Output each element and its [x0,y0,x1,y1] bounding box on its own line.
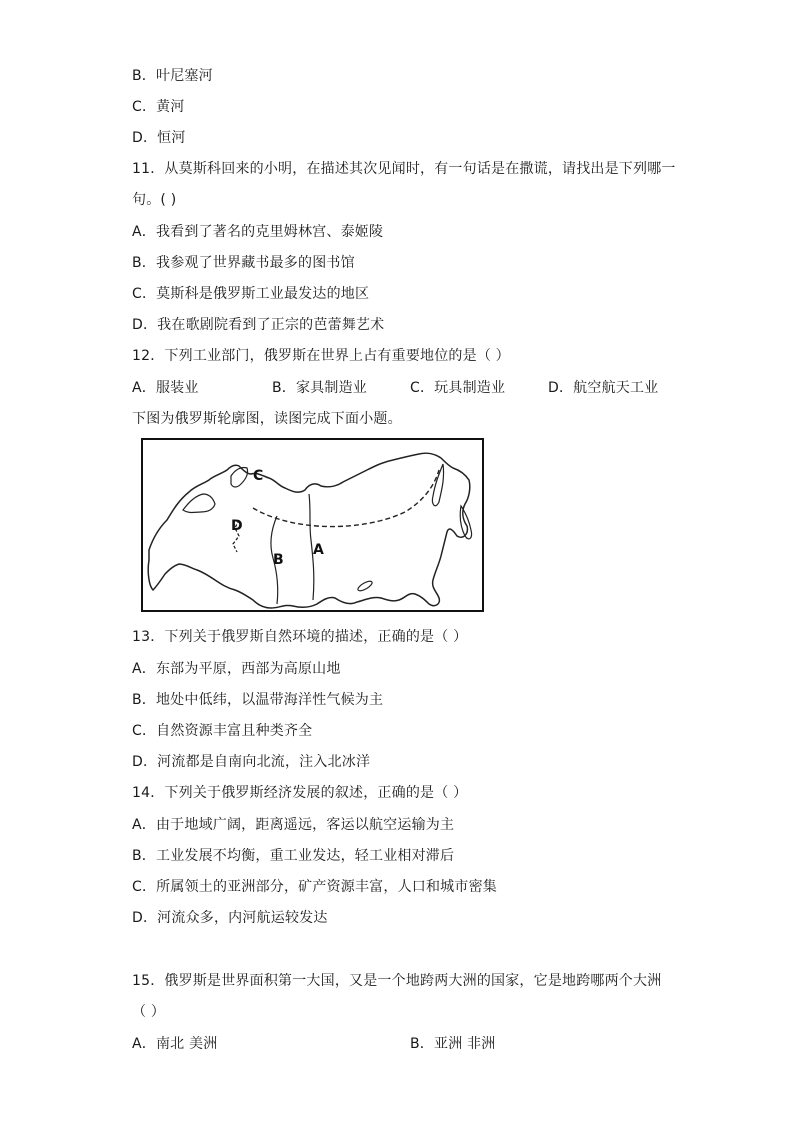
q13-stem: 13．下列关于俄罗斯自然环境的描述，正确的是（ ） [132,629,468,645]
q13-option-d: D．河流都是自南向北流，注入北冰洋 [132,754,371,770]
q15-stem-line1: 15．俄罗斯是世界面积第一大国，又是一个地跨两大洲的国家，它是地跨哪两个大洲 [132,973,662,989]
dashed-route [253,470,439,527]
q11-option-b: B．我参观了世界藏书最多的图书馆 [132,255,355,271]
q10-option-d: D．恒河 [132,130,186,146]
q10-option-c: C．黄河 [132,99,185,115]
q13-option-a: A．东部为平原，西部为高原山地 [132,661,341,677]
russia-border-outline [148,453,470,608]
q12-option-c: C．玩具制造业 [410,380,506,396]
q11-option-a: A．我看到了著名的克里姆林宫、泰姬陵 [132,224,384,240]
q12-option-d: D．航空航天工业 [548,380,659,396]
q14-stem: 14．下列关于俄罗斯经济发展的叙述，正确的是（ ） [132,785,468,801]
q11-option-d: D．我在歌剧院看到了正宗的芭蕾舞艺术 [132,317,385,333]
map-label-c: C [253,468,264,484]
q12-option-b: B．家具制造业 [272,380,368,396]
q13-option-c: C．自然资源丰富且种类齐全 [132,723,313,739]
lake-baikal [357,579,374,592]
q15-option-b: B．亚洲 非洲 [410,1036,496,1052]
q14-option-d: D．河流众多，内河航运较发达 [132,910,328,926]
russia-outline-map [141,438,484,612]
q15-stem-line2: （ ） [132,1004,166,1020]
map-label-d: D [231,518,243,534]
q14-option-c: C．所属领土的亚洲部分，矿产资源丰富，人口和城市密集 [132,879,497,895]
q13-option-b: B．地处中低纬，以温带海洋性气候为主 [132,692,384,708]
q12-option-a: A．服装业 [132,380,199,396]
q11-stem-line2: 句。( ) [132,192,177,208]
q11-stem-line1: 11．从莫斯科回来的小明，在描述其次见闻时，有一句话是在撒谎，请找出是下列哪一 [132,161,676,177]
map-label-b: B [273,552,284,568]
q12-stem: 12．下列工业部门，俄罗斯在世界上占有重要地位的是（ ） [132,348,510,364]
kola-peninsula-outline [183,494,215,513]
map-label-a: A [313,542,324,558]
kamchatka-outline [432,464,443,506]
q10-option-b: B．叶尼塞河 [132,68,213,84]
q15-options [132,1034,652,1054]
q14-option-a: A．由于地域广阔，距离遥远，客运以航空运输为主 [132,817,455,833]
q15-option-a: A．南北 美洲 [132,1036,218,1052]
russia-map-drawing [143,440,482,610]
novaya-zemlya-outline [231,467,248,487]
q11-option-c: C．莫斯科是俄罗斯工业最发达的地区 [132,286,370,302]
map-intro: 下图为俄罗斯轮廓图，读图完成下面小题。 [132,411,402,427]
q14-option-b: B．工业发展不均衡，重工业发达，轻工业相对滞后 [132,848,455,864]
q12-options [132,378,692,398]
